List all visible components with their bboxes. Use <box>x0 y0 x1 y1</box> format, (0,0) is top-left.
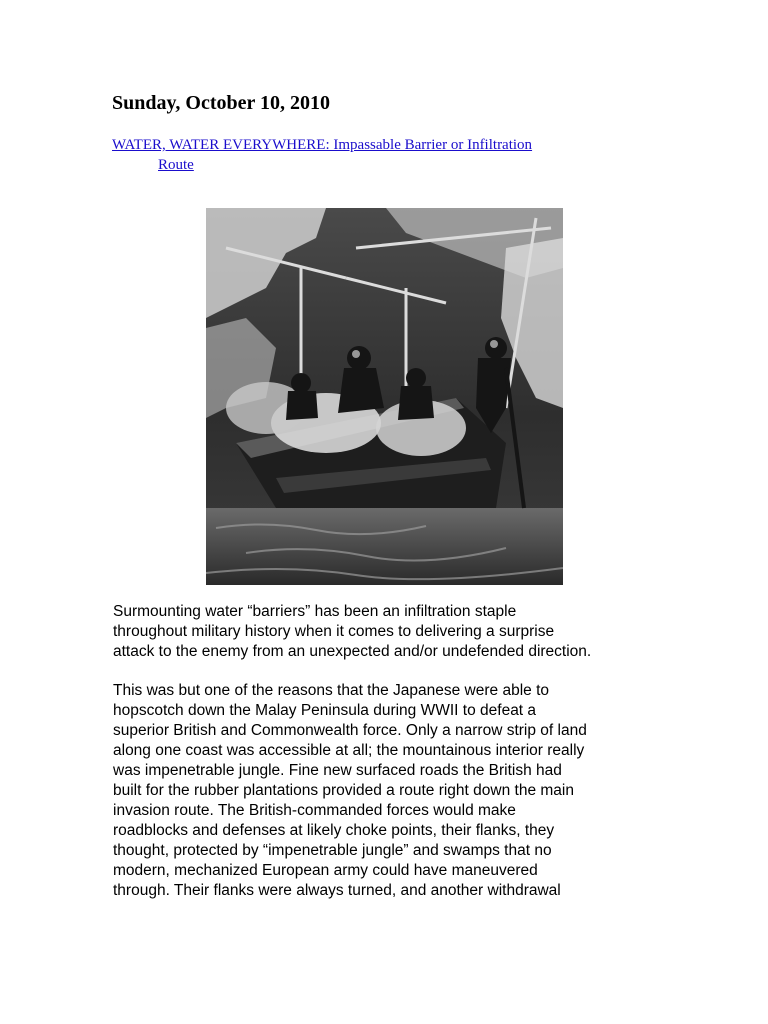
paragraph-line: This was but one of the reasons that the Japanese were able to <box>113 682 549 699</box>
post-title-link[interactable] <box>112 135 672 175</box>
paragraph-line: thought, protected by “impenetrable jungle” and swamps that no <box>113 842 552 859</box>
paragraph-line: through. Their flanks were always turned, and another withdrawal <box>113 882 561 899</box>
paragraph-line: roadblocks and defenses at likely choke points, their flanks, they <box>113 822 555 839</box>
post-title-line-1[interactable]: WATER, WATER EVERYWHERE: Impassable Barrier or Infiltration <box>112 137 533 153</box>
paragraph-line: superior British and Commonwealth force. Only a narrow strip of land <box>113 722 587 739</box>
paragraph-line: attack to the enemy from an unexpected and/or undefended direction. <box>113 643 592 660</box>
paragraph-line: throughout military history when it comes to delivering a surprise <box>113 623 555 640</box>
paragraph-line: modern, mechanized European army could have maneuvered <box>113 862 538 879</box>
post-illustration <box>206 208 563 585</box>
post-title-line-2[interactable]: Route <box>158 157 194 173</box>
paragraph-line: Surmounting water “barriers” has been an infiltration staple <box>113 603 517 620</box>
paragraph-line: built for the rubber plantations provided a route right down the main <box>113 782 574 799</box>
paragraph-1 <box>113 602 673 662</box>
paragraph-line: hopscotch down the Malay Peninsula during WWII to defeat a <box>113 702 537 719</box>
paragraph-2 <box>113 681 673 901</box>
paragraph-line: invasion route. The British-commanded forces would make <box>113 802 516 819</box>
illustration-artwork <box>206 208 563 585</box>
paragraph-line: was impenetrable jungle. Fine new surfaced roads the British had <box>113 762 562 779</box>
paragraph-line: along one coast was accessible at all; the mountainous interior really <box>113 742 585 759</box>
post-date: Sunday, October 10, 2010 <box>112 92 330 114</box>
